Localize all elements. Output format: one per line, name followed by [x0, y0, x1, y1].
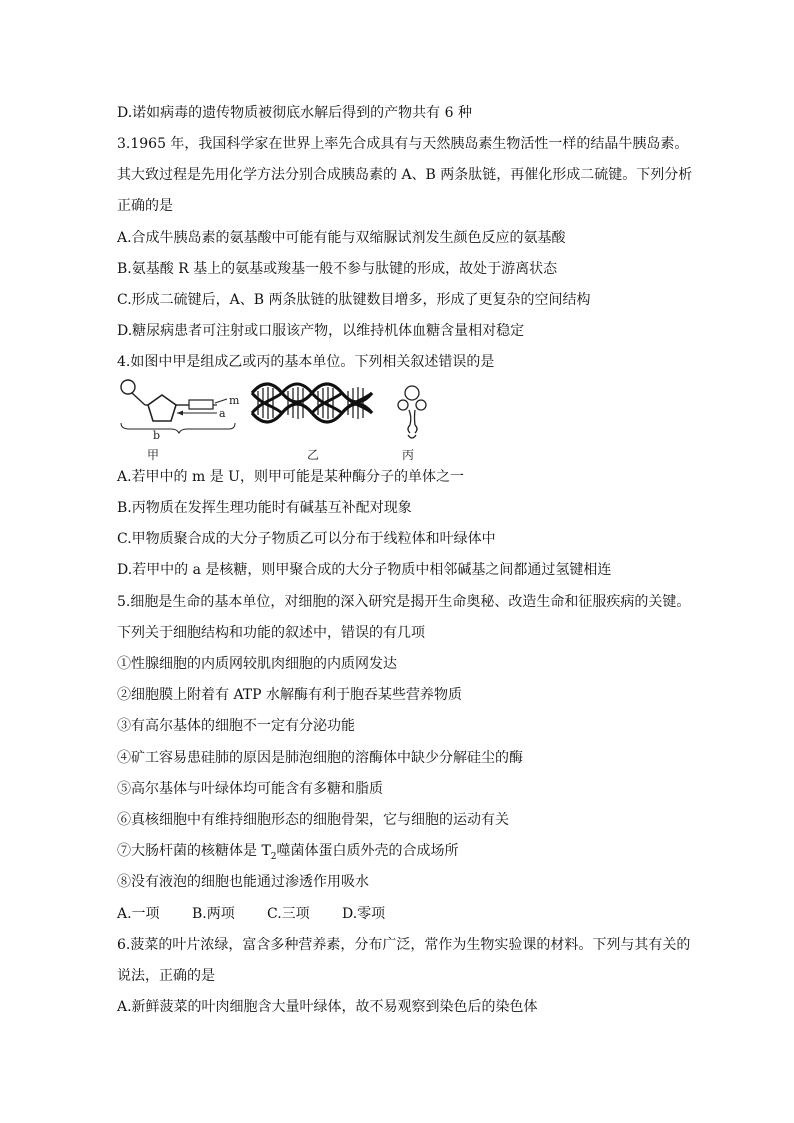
option-a: A.一项 — [117, 906, 160, 922]
label-b: b — [153, 429, 161, 442]
question-5-item-2: ②细胞膜上附着有 ATP 水解酶有利于胞吞某些营养物质 — [117, 687, 463, 703]
question-4-stem: 4.如图中甲是组成乙或丙的基本单位。下列相关叙述错误的是 — [117, 354, 495, 370]
question-4-figure — [117, 375, 447, 465]
question-3-option-b: B.氨基酸 R 基上的氨基或羧基一般不参与肽键的形成，故处于游离状态 — [117, 261, 558, 277]
question-5-item-7 — [117, 842, 459, 866]
question-5-item-5: ⑤高尔基体与叶绿体均可能含有多糖和脂质 — [117, 781, 383, 797]
question-6-stem-end: 说法，正确的是 — [117, 968, 215, 984]
label-m: m — [229, 394, 240, 407]
brace-b — [121, 423, 235, 433]
option-b: B.两项 — [192, 906, 235, 922]
question-6-stem: 6.菠菜的叶片浓绿，富含多种营养素，分布广泛，常作为生物实验课的材料。下列与其有关的 — [117, 937, 691, 953]
nucleotide-diagram — [117, 375, 447, 465]
question-3-stem-end: 正确的是 — [117, 198, 173, 214]
item7-sub: 2 — [270, 851, 277, 862]
pentose-sugar — [148, 395, 176, 421]
phosphate-circle — [121, 380, 135, 394]
item7-post: 噬菌体蛋白质外壳的合成场所 — [276, 843, 459, 859]
question-5-item-6: ⑥真核细胞中有维持细胞形态的细胞骨架，它与细胞的运动有关 — [117, 812, 509, 828]
base-box — [189, 400, 213, 409]
phosphate-bond — [132, 393, 145, 405]
question-3-stem: 3.1965 年，我国科学家在世界上率先合成具有与天然胰岛素生物活性一样的结晶牛胰岛素。 — [117, 136, 689, 152]
label-a: a — [219, 407, 226, 420]
question-5-item-4: ④矿工容易患硅肺的原因是肺泡细胞的溶酶体中缺少分解硅尘的酶 — [117, 750, 523, 766]
question-6-option-a: A.新鲜菠菜的叶肉细胞含大量叶绿体，故不易观察到染色后的染色体 — [117, 999, 538, 1015]
question-5-stem: 5.细胞是生命的基本单位，对细胞的深入研究是揭开生命奥秘、改造生命和征服疾病的关键。 — [117, 594, 691, 610]
question-3-option-d: D.糖尿病患者可注射或口服该产物，以维持机体血糖含量相对稳定 — [117, 323, 525, 339]
caption-bing: 丙 — [402, 448, 415, 462]
question-5-options — [117, 905, 385, 923]
question-4-option-a: A.若甲中的 m 是 U，则甲可能是某种酶分子的单体之一 — [117, 469, 464, 485]
text-line: D.诺如病毒的遗传物质被彻底水解后得到的产物共有 6 种 — [117, 105, 472, 121]
trna-cloverleaf — [398, 386, 426, 438]
question-4-option-b: B.丙物质在发挥生理功能时有碱基互补配对现象 — [117, 500, 412, 516]
question-5-item-1: ①性腺细胞的内质网较肌肉细胞的内质网发达 — [117, 656, 397, 672]
question-5-item-8: ⑧没有液泡的细胞也能通过渗透作用吸水 — [117, 874, 369, 890]
question-5-item-3: ③有高尔基体的细胞不一定有分泌功能 — [117, 718, 355, 734]
question-5-stem-cont: 下列关于细胞结构和功能的叙述中，错误的有几项 — [117, 625, 425, 641]
dna-double-helix — [252, 384, 372, 422]
option-c: C.三项 — [267, 906, 310, 922]
question-3-option-a: A.合成牛胰岛素的氨基酸中可能有能与双缩脲试剂发生颜色反应的氨基酸 — [117, 230, 566, 246]
question-3-stem-cont: 其大致过程是先用化学方法分别合成胰岛素的 A、B 两条肽链，再催化形成二硫键。下列分析 — [117, 167, 693, 183]
question-4-option-d: D.若甲中的 a 是核糖，则甲聚合成的大分子物质中相邻碱基之间都通过氢键相连 — [117, 562, 612, 578]
caption-jia: 甲 — [147, 448, 160, 462]
caption-yi: 乙 — [307, 448, 320, 462]
question-4-option-c: C.甲物质聚合成的大分子物质乙可以分布于线粒体和叶绿体中 — [117, 531, 496, 547]
option-d: D.零项 — [342, 906, 386, 922]
item7-pre: ⑦大肠杆菌的核糖体是 T — [117, 843, 271, 859]
question-3-option-c: C.形成二硫键后，A、B 两条肽链的肽键数目增多，形成了更复杂的空间结构 — [117, 292, 591, 308]
